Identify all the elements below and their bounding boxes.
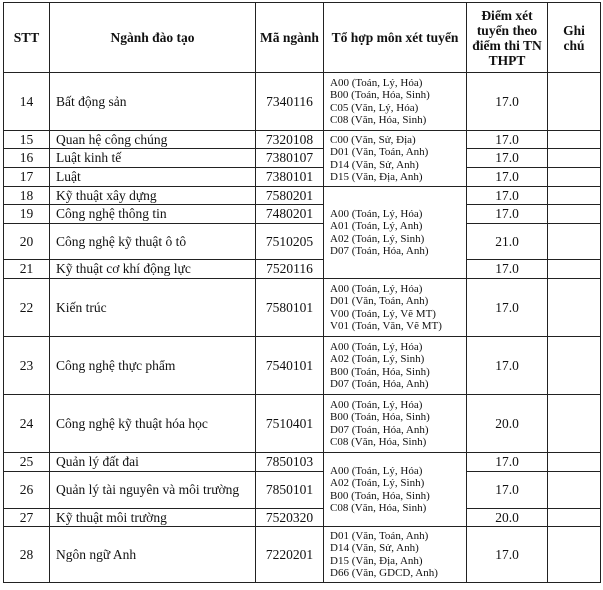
combo-line: B00 (Toán, Hóa, Sinh): [330, 89, 430, 101]
combo-line: D07 (Toán, Hóa, Anh): [330, 378, 429, 390]
row-score: 17.0: [467, 149, 548, 168]
row-major-name: Kiến trúc: [50, 279, 256, 337]
combo-line: D07 (Toán, Hóa, Anh): [330, 423, 429, 436]
row-score: 17.0: [467, 453, 548, 472]
row-major-name: Công nghệ kỹ thuật ô tô: [50, 224, 256, 260]
combo-line: D01 (Văn, Toán, Anh): [330, 146, 429, 158]
combo-line: D01 (Văn, Toán, Anh): [330, 529, 429, 542]
table-row: [4, 168, 601, 187]
row-score: 17.0: [467, 279, 548, 337]
combo-cell: [324, 337, 467, 395]
row-note: [548, 260, 601, 279]
row-major-code: 7520116: [256, 260, 324, 279]
row-major-name: Công nghệ thực phẩm: [50, 337, 256, 395]
table-row: [4, 279, 601, 337]
row-major-name: Quản lý đất đai: [50, 453, 256, 472]
combo-line: A00 (Toán, Lý, Hóa): [330, 207, 423, 220]
table-row: [4, 509, 601, 527]
row-major-name: Kỹ thuật môi trường: [50, 509, 256, 527]
row-major-name: Quản lý tài nguyên và môi trường: [50, 472, 256, 509]
row-note: [548, 205, 601, 224]
combo-line: B00 (Toán, Hóa, Sinh): [330, 489, 430, 502]
combo-line: B00 (Toán, Hóa, Sinh): [330, 365, 430, 378]
combo-line: A02 (Toán, Lý, Sinh): [330, 232, 425, 245]
combo-line: D07 (Toán, Hóa, Anh): [330, 245, 429, 257]
row-stt: 15: [4, 131, 50, 149]
row-stt: 21: [4, 260, 50, 279]
table-row: [4, 337, 601, 395]
row-note: [548, 131, 601, 149]
combo-line: A00 (Toán, Lý, Hóa): [330, 340, 423, 353]
combo-line: D01 (Văn, Toán, Anh): [330, 295, 429, 307]
table-row: [4, 131, 601, 149]
row-major-name: Bất động sản: [50, 73, 256, 131]
combo-line: C08 (Văn, Hóa, Sinh): [330, 502, 427, 514]
row-stt: 19: [4, 205, 50, 224]
combo-line: D14 (Văn, Sử, Anh): [330, 158, 419, 171]
row-major-name: Quan hệ công chúng: [50, 131, 256, 149]
row-major-name: Công nghệ thông tin: [50, 205, 256, 224]
combo-line: D15 (Văn, Địa, Anh): [330, 171, 423, 183]
row-major-code: 7220201: [256, 527, 324, 583]
row-stt: 26: [4, 472, 50, 509]
table-row: [4, 395, 601, 453]
combo-line: C05 (Văn, Lý, Hóa): [330, 101, 419, 114]
combo-line: V01 (Toán, Văn, Vẽ MT): [330, 320, 442, 332]
combo-line: D15 (Văn, Địa, Anh): [330, 554, 423, 567]
row-stt: 27: [4, 509, 50, 527]
combo-line: A00 (Toán, Lý, Hóa): [330, 398, 423, 411]
row-major-code: 7850101: [256, 472, 324, 509]
combo-cell: [324, 279, 467, 337]
combo-cell: [324, 187, 467, 279]
table-row: [4, 453, 601, 472]
row-note: [548, 279, 601, 337]
row-note: [548, 187, 601, 205]
row-major-name: Luật kinh tế: [50, 149, 256, 168]
combo-line: A02 (Toán, Lý, Sinh): [330, 353, 425, 365]
row-note: [548, 527, 601, 583]
row-score: 20.0: [467, 395, 548, 453]
row-score: 17.0: [467, 527, 548, 583]
row-major-name: Luật: [50, 168, 256, 187]
table-row: [4, 527, 601, 583]
row-score: 17.0: [467, 472, 548, 509]
table-row: [4, 472, 601, 509]
row-note: [548, 509, 601, 527]
row-major-code: 7340116: [256, 73, 324, 131]
row-major-code: 7510205: [256, 224, 324, 260]
table-row: [4, 149, 601, 168]
row-note: [548, 472, 601, 509]
row-major-code: 7580201: [256, 187, 324, 205]
combo-line: A02 (Toán, Lý, Sinh): [330, 477, 425, 489]
row-score: 17.0: [467, 187, 548, 205]
combo-line: V00 (Toán, Lý, Vẽ MT): [330, 307, 436, 320]
row-stt: 28: [4, 527, 50, 583]
row-score: 17.0: [467, 337, 548, 395]
row-stt: 14: [4, 73, 50, 131]
combo-cell: [324, 453, 467, 527]
row-major-code: 7540101: [256, 337, 324, 395]
header-major: Ngành đào tạo: [50, 3, 256, 73]
combo-line: C08 (Văn, Hóa, Sinh): [330, 436, 427, 448]
admission-score-table: [3, 2, 601, 583]
combo-cell: [324, 131, 467, 187]
row-score: 17.0: [467, 260, 548, 279]
combo-line: A01 (Toán, Lý, Anh): [330, 220, 423, 232]
header-combo: Tổ hợp môn xét tuyển: [324, 3, 467, 73]
row-stt: 17: [4, 168, 50, 187]
row-note: [548, 337, 601, 395]
combo-line: A00 (Toán, Lý, Hóa): [330, 464, 423, 477]
row-stt: 24: [4, 395, 50, 453]
combo-cell: [324, 395, 467, 453]
row-major-code: 7320108: [256, 131, 324, 149]
row-major-code: 7380107: [256, 149, 324, 168]
row-stt: 20: [4, 224, 50, 260]
row-major-code: 7520320: [256, 509, 324, 527]
header-row: [4, 3, 601, 73]
header-score: Điểm xét tuyển theo điểm thi TN THPT: [467, 3, 548, 73]
row-major-name: Ngôn ngữ Anh: [50, 527, 256, 583]
combo-line: B00 (Toán, Hóa, Sinh): [330, 411, 430, 423]
row-stt: 22: [4, 279, 50, 337]
row-note: [548, 395, 601, 453]
combo-cell: [324, 73, 467, 131]
combo-line: A00 (Toán, Lý, Hóa): [330, 282, 423, 295]
combo-line: C08 (Văn, Hóa, Sinh): [330, 114, 427, 126]
combo-line: D66 (Văn, GDCD, Anh): [330, 567, 438, 579]
row-major-name: Kỹ thuật xây dựng: [50, 187, 256, 205]
row-major-code: 7380101: [256, 168, 324, 187]
table-row: [4, 187, 601, 205]
row-major-code: 7480201: [256, 205, 324, 224]
row-score: 17.0: [467, 131, 548, 149]
combo-line: A00 (Toán, Lý, Hóa): [330, 76, 423, 89]
row-stt: 16: [4, 149, 50, 168]
row-note: [548, 73, 601, 131]
row-stt: 25: [4, 453, 50, 472]
row-score: 21.0: [467, 224, 548, 260]
combo-line: C00 (Văn, Sử, Địa): [330, 133, 416, 146]
header-stt: STT: [4, 3, 50, 73]
header-note: Ghi chú: [548, 3, 601, 73]
row-score: 17.0: [467, 205, 548, 224]
row-score: 17.0: [467, 168, 548, 187]
row-stt: 18: [4, 187, 50, 205]
row-score: 20.0: [467, 509, 548, 527]
row-major-code: 7580101: [256, 279, 324, 337]
table-row: [4, 260, 601, 279]
row-note: [548, 453, 601, 472]
table-row: [4, 224, 601, 260]
header-code: Mã ngành: [256, 3, 324, 73]
table-row: [4, 73, 601, 131]
combo-line: D14 (Văn, Sử, Anh): [330, 542, 419, 554]
row-major-name: Công nghệ kỹ thuật hóa học: [50, 395, 256, 453]
row-major-name: Kỹ thuật cơ khí động lực: [50, 260, 256, 279]
row-major-code: 7850103: [256, 453, 324, 472]
combo-cell: [324, 527, 467, 583]
row-note: [548, 224, 601, 260]
table-row: [4, 205, 601, 224]
row-stt: 23: [4, 337, 50, 395]
row-note: [548, 168, 601, 187]
row-note: [548, 149, 601, 168]
row-major-code: 7510401: [256, 395, 324, 453]
row-score: 17.0: [467, 73, 548, 131]
